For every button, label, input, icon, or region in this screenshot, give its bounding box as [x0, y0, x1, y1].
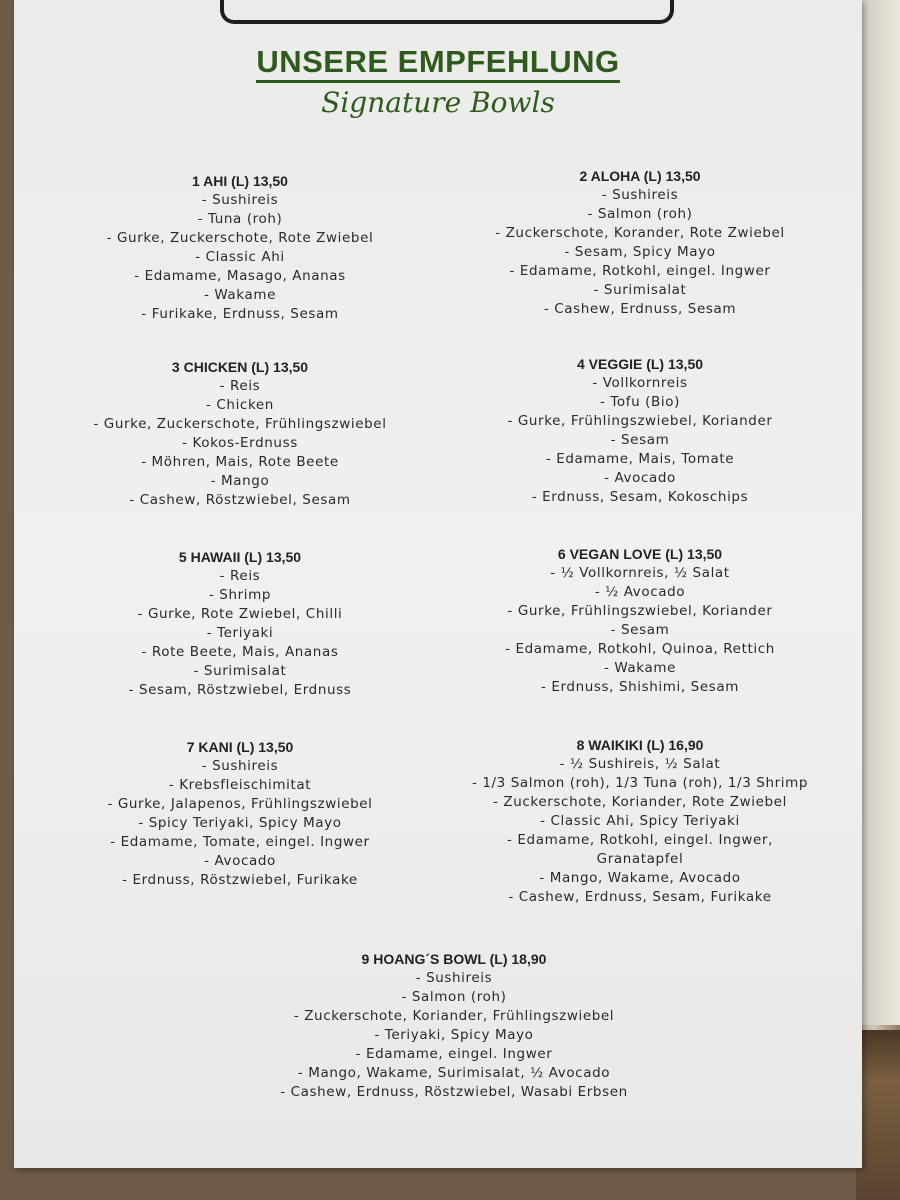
- ingredient-line: - Cashew, Röstzwiebel, Sesam: [129, 492, 351, 508]
- ingredient-line: - Salmon (roh): [587, 206, 693, 222]
- menu-sheet: [14, 0, 862, 1168]
- bowl-name: 1 AHI (L) 13,50: [192, 173, 288, 189]
- bowl-name: 8 WAIKIKI (L) 16,90: [576, 737, 704, 753]
- ingredient-line: - Rote Beete, Mais, Ananas: [141, 644, 339, 660]
- bowl-name: 3 CHICKEN (L) 13,50: [171, 359, 309, 375]
- ingredient-line: - Zuckerschote, Koriander, Frühlingszwiebel: [293, 1008, 615, 1024]
- ingredient-line: - Edamame, Mais, Tomate: [545, 451, 735, 467]
- ingredient-line: - Teriyaki, Spicy Mayo: [374, 1027, 534, 1043]
- ingredient-line: - ½ Avocado: [594, 584, 686, 600]
- ingredient-line: - Tofu (Bio): [600, 394, 680, 410]
- ingredient-line: - Mango, Wakame, Surimisalat, ½ Avocado: [297, 1065, 611, 1081]
- ingredient-line: - Gurke, Jalapenos, Frühlingszwiebel: [107, 796, 373, 812]
- ingredient-line: - Sesam: [610, 432, 670, 448]
- ingredient-line: - Wakame: [203, 287, 277, 303]
- bowl-vegan-love: [450, 545, 830, 697]
- ingredient-line: - Avocado: [204, 853, 276, 869]
- menu-subtitle: Signature Bowls: [321, 86, 555, 119]
- bowl-name: 4 VEGGIE (L) 13,50: [576, 356, 704, 372]
- clipboard-clip: [220, 0, 674, 24]
- underlying-paper: [858, 0, 900, 1025]
- ingredient-line: - Gurke, Frühlingszwiebel, Koriander: [507, 603, 773, 619]
- ingredient-line: - Gurke, Frühlingszwiebel, Koriander: [507, 413, 773, 429]
- ingredient-line: - Sushireis: [601, 187, 679, 203]
- ingredient-line: - Chicken: [206, 397, 274, 413]
- ingredient-line: - Zuckerschote, Koriander, Rote Zwiebel: [493, 794, 787, 810]
- bowl-chicken: [50, 358, 430, 510]
- ingredient-line: - Classic Ahi, Spicy Teriyaki: [540, 813, 740, 829]
- ingredient-line: - Gurke, Zuckerschote, Rote Zwiebel: [106, 230, 374, 246]
- bowl-name: 6 VEGAN LOVE (L) 13,50: [557, 546, 723, 562]
- ingredient-line: - 1/3 Salmon (roh), 1/3 Tuna (roh), 1/3 Shrimp: [471, 775, 809, 791]
- ingredient-line: - ½ Sushireis, ½ Salat: [559, 756, 721, 772]
- ingredient-line: - Sushireis: [415, 970, 493, 986]
- bowl-hawaii: [50, 548, 430, 700]
- ingredient-line: - Edamame, eingel. Ingwer: [355, 1046, 553, 1062]
- ingredient-line: - ½ Vollkornreis, ½ Salat: [550, 565, 730, 581]
- ingredient-line: - Cashew, Erdnuss, Röstzwiebel, Wasabi Erbsen: [280, 1084, 628, 1100]
- ingredient-line: - Teriyaki: [206, 625, 274, 641]
- bowl-hoangs: [214, 950, 694, 1102]
- ingredient-line: - Sesam, Spicy Mayo: [564, 244, 716, 260]
- ingredient-line: - Gurke, Rote Zwiebel, Chilli: [137, 606, 343, 622]
- bowl-veggie: [450, 355, 830, 507]
- ingredient-line: - Erdnuss, Sesam, Kokoschips: [531, 489, 749, 505]
- ingredient-line: - Krebsfleischimitat: [168, 777, 312, 793]
- ingredient-line: - Sushireis: [201, 192, 279, 208]
- ingredient-line: - Salmon (roh): [401, 989, 507, 1005]
- ingredient-line: - Gurke, Zuckerschote, Frühlingszwiebel: [93, 416, 387, 432]
- table-edge: [856, 1030, 900, 1200]
- ingredient-line: - Edamame, Tomate, eingel. Ingwer: [110, 834, 370, 850]
- ingredient-line: Granatapfel: [596, 851, 684, 867]
- bowl-kani: [50, 738, 430, 890]
- bowl-name: 9 HOANG´S BOWL (L) 18,90: [361, 951, 547, 967]
- ingredient-line: - Edamame, Rotkohl, eingel. Ingwer: [509, 263, 771, 279]
- ingredient-line: - Reis: [219, 378, 261, 394]
- ingredient-line: - Edamame, Rotkohl, eingel. Ingwer,: [507, 832, 773, 848]
- ingredient-line: - Vollkornreis: [592, 375, 688, 391]
- bowl-name: 7 KANI (L) 13,50: [186, 739, 294, 755]
- menu-title: UNSERE EMPFEHLUNG: [14, 44, 862, 80]
- ingredient-line: - Shrimp: [208, 587, 272, 603]
- ingredient-line: - Mango: [210, 473, 270, 489]
- bowl-waikiki: [450, 736, 830, 907]
- ingredient-line: - Cashew, Erdnuss, Sesam, Furikake: [508, 889, 772, 905]
- ingredient-line: - Sesam: [610, 622, 670, 638]
- ingredient-line: - Furikake, Erdnuss, Sesam: [141, 306, 339, 322]
- ingredient-line: - Wakame: [603, 660, 677, 676]
- ingredient-line: - Reis: [219, 568, 261, 584]
- ingredient-line: - Edamame, Masago, Ananas: [134, 268, 346, 284]
- ingredient-line: - Zuckerschote, Korander, Rote Zwiebel: [495, 225, 785, 241]
- ingredient-line: - Classic Ahi: [195, 249, 285, 265]
- ingredient-line: - Erdnuss, Röstzwiebel, Furikake: [122, 872, 358, 888]
- bowl-aloha: [450, 167, 830, 319]
- ingredient-line: - Sushireis: [201, 758, 279, 774]
- ingredient-line: - Edamame, Rotkohl, Quinoa, Rettich: [505, 641, 775, 657]
- ingredient-line: - Möhren, Mais, Rote Beete: [141, 454, 339, 470]
- ingredient-line: - Surimisalat: [593, 282, 687, 298]
- ingredient-line: - Kokos-Erdnuss: [182, 435, 298, 451]
- bowl-name: 5 HAWAII (L) 13,50: [178, 549, 302, 565]
- ingredient-line: - Avocado: [604, 470, 676, 486]
- ingredient-line: - Cashew, Erdnuss, Sesam: [543, 301, 737, 317]
- bowl-ahi: [50, 172, 430, 324]
- bowl-name: 2 ALOHA (L) 13,50: [579, 168, 701, 184]
- ingredient-line: - Erdnuss, Shishimi, Sesam: [541, 679, 739, 695]
- ingredient-line: - Tuna (roh): [197, 211, 283, 227]
- ingredient-line: - Surimisalat: [193, 663, 287, 679]
- ingredient-line: - Spicy Teriyaki, Spicy Mayo: [138, 815, 342, 831]
- ingredient-line: - Mango, Wakame, Avocado: [539, 870, 741, 886]
- ingredient-line: - Sesam, Röstzwiebel, Erdnuss: [128, 682, 352, 698]
